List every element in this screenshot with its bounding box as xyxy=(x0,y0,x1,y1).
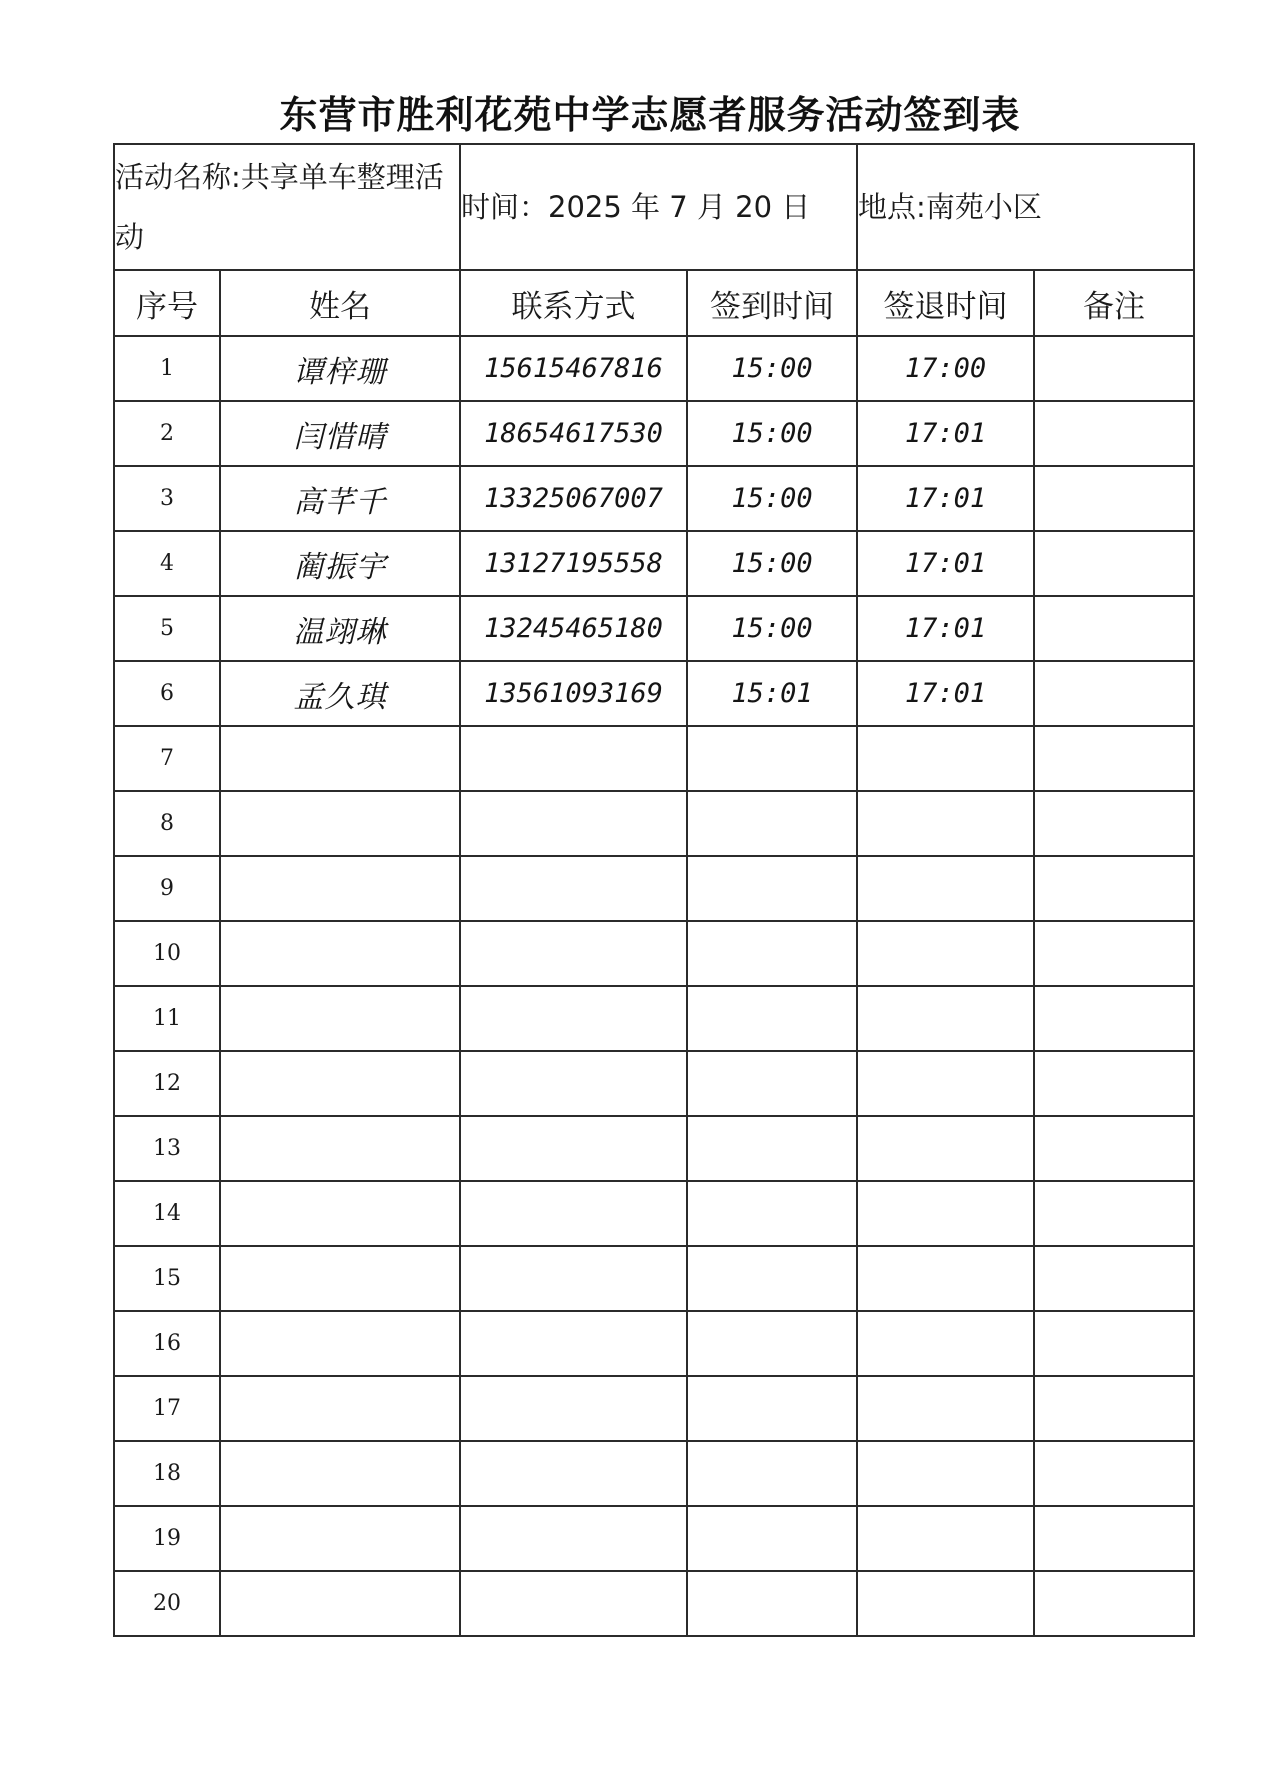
cell-checkout xyxy=(857,1246,1034,1311)
cell-remark xyxy=(1034,401,1194,466)
table-row xyxy=(114,1506,1194,1571)
cell-name: 温翊琳 xyxy=(220,596,460,661)
table-row xyxy=(114,1181,1194,1246)
cell-checkin xyxy=(687,1116,857,1181)
table-row xyxy=(114,986,1194,1051)
table-row xyxy=(114,1311,1194,1376)
cell-name xyxy=(220,856,460,921)
cell-checkin xyxy=(687,1441,857,1506)
cell-seq: 9 xyxy=(114,856,220,921)
cell-seq: 12 xyxy=(114,1051,220,1116)
cell-remark xyxy=(1034,921,1194,986)
cell-remark xyxy=(1034,1376,1194,1441)
cell-seq: 4 xyxy=(114,531,220,596)
cell-checkout xyxy=(857,1181,1034,1246)
cell-checkin xyxy=(687,986,857,1051)
cell-remark xyxy=(1034,1051,1194,1116)
cell-checkout xyxy=(857,921,1034,986)
cell-checkin xyxy=(687,726,857,791)
cell-name: 高芊千 xyxy=(220,466,460,531)
cell-checkout: 17:01 xyxy=(857,401,1034,466)
table-row xyxy=(114,596,1194,661)
table-row xyxy=(114,661,1194,726)
cell-checkin: 15:00 xyxy=(687,336,857,401)
header-seq: 序号 xyxy=(114,270,220,336)
cell-name xyxy=(220,1116,460,1181)
cell-name xyxy=(220,1246,460,1311)
cell-checkout xyxy=(857,1376,1034,1441)
table-row xyxy=(114,401,1194,466)
header-checkout: 签退时间 xyxy=(857,270,1034,336)
header-name: 姓名 xyxy=(220,270,460,336)
cell-seq: 18 xyxy=(114,1441,220,1506)
cell-checkin xyxy=(687,791,857,856)
cell-checkin: 15:00 xyxy=(687,466,857,531)
cell-name: 谭梓珊 xyxy=(220,336,460,401)
table-row xyxy=(114,856,1194,921)
cell-contact xyxy=(460,791,687,856)
cell-name xyxy=(220,1181,460,1246)
cell-seq: 14 xyxy=(114,1181,220,1246)
header-contact: 联系方式 xyxy=(460,270,687,336)
cell-name xyxy=(220,1506,460,1571)
cell-name xyxy=(220,1376,460,1441)
cell-checkin xyxy=(687,1571,857,1636)
cell-remark xyxy=(1034,336,1194,401)
table-row xyxy=(114,1246,1194,1311)
cell-contact xyxy=(460,986,687,1051)
cell-name: 孟久琪 xyxy=(220,661,460,726)
header-remark: 备注 xyxy=(1034,270,1194,336)
cell-seq: 13 xyxy=(114,1116,220,1181)
cell-checkin xyxy=(687,1051,857,1116)
cell-checkin: 15:00 xyxy=(687,401,857,466)
cell-contact xyxy=(460,1571,687,1636)
cell-seq: 16 xyxy=(114,1311,220,1376)
cell-seq: 6 xyxy=(114,661,220,726)
cell-remark xyxy=(1034,596,1194,661)
cell-remark xyxy=(1034,1311,1194,1376)
cell-name xyxy=(220,986,460,1051)
cell-contact xyxy=(460,1376,687,1441)
cell-seq: 15 xyxy=(114,1246,220,1311)
cell-seq: 11 xyxy=(114,986,220,1051)
cell-name xyxy=(220,1051,460,1116)
cell-checkin xyxy=(687,1311,857,1376)
cell-checkout xyxy=(857,1116,1034,1181)
cell-checkout xyxy=(857,791,1034,856)
activity-time-value: 2025 年 7 月 20 日 xyxy=(548,190,811,224)
table-row xyxy=(114,466,1194,531)
cell-name xyxy=(220,921,460,986)
cell-checkout xyxy=(857,1571,1034,1636)
cell-remark xyxy=(1034,1441,1194,1506)
header-checkin: 签到时间 xyxy=(687,270,857,336)
activity-time-label: 时间： xyxy=(461,190,549,224)
activity-place-cell xyxy=(857,144,1194,270)
table-row xyxy=(114,726,1194,791)
cell-remark xyxy=(1034,1571,1194,1636)
cell-remark xyxy=(1034,1116,1194,1181)
cell-seq: 20 xyxy=(114,1571,220,1636)
cell-seq: 19 xyxy=(114,1506,220,1571)
table-row xyxy=(114,1051,1194,1116)
cell-checkout: 17:01 xyxy=(857,531,1034,596)
activity-place-label: 地点: xyxy=(858,190,926,224)
page-title: 东营市胜利花苑中学志愿者服务活动签到表 xyxy=(279,93,1021,137)
cell-remark xyxy=(1034,466,1194,531)
cell-checkin: 15:00 xyxy=(687,596,857,661)
cell-remark xyxy=(1034,726,1194,791)
cell-seq: 7 xyxy=(114,726,220,791)
cell-checkin: 15:01 xyxy=(687,661,857,726)
table-row xyxy=(114,921,1194,986)
cell-name xyxy=(220,1311,460,1376)
cell-name xyxy=(220,791,460,856)
table-row xyxy=(114,1441,1194,1506)
cell-remark xyxy=(1034,791,1194,856)
header-row xyxy=(114,270,1194,336)
table-row xyxy=(114,1116,1194,1181)
cell-checkout xyxy=(857,1506,1034,1571)
cell-seq: 17 xyxy=(114,1376,220,1441)
cell-contact xyxy=(460,1181,687,1246)
cell-checkin xyxy=(687,1246,857,1311)
cell-contact xyxy=(460,1116,687,1181)
activity-name-label: 活动名称: xyxy=(115,160,241,194)
cell-checkin xyxy=(687,1376,857,1441)
cell-contact: 13127195558 xyxy=(460,531,687,596)
cell-name: 蔺振宇 xyxy=(220,531,460,596)
cell-remark xyxy=(1034,661,1194,726)
cell-contact: 13561093169 xyxy=(460,661,687,726)
cell-contact xyxy=(460,1246,687,1311)
cell-contact xyxy=(460,1311,687,1376)
cell-checkout: 17:01 xyxy=(857,466,1034,531)
cell-contact xyxy=(460,1051,687,1116)
info-row xyxy=(114,144,1194,270)
cell-seq: 3 xyxy=(114,466,220,531)
cell-remark xyxy=(1034,531,1194,596)
cell-checkin xyxy=(687,1181,857,1246)
table-row xyxy=(114,1571,1194,1636)
cell-checkin xyxy=(687,1506,857,1571)
cell-checkout xyxy=(857,986,1034,1051)
cell-checkout: 17:01 xyxy=(857,661,1034,726)
table-row xyxy=(114,531,1194,596)
table-row xyxy=(114,336,1194,401)
cell-name xyxy=(220,1441,460,1506)
cell-contact: 13325067007 xyxy=(460,466,687,531)
cell-remark xyxy=(1034,1246,1194,1311)
cell-checkin xyxy=(687,921,857,986)
cell-contact: 18654617530 xyxy=(460,401,687,466)
table-row xyxy=(114,1376,1194,1441)
cell-seq: 8 xyxy=(114,791,220,856)
sign-in-table xyxy=(113,143,1195,1637)
cell-checkout xyxy=(857,1051,1034,1116)
cell-contact xyxy=(460,856,687,921)
activity-place-value: 南苑小区 xyxy=(925,190,1042,224)
cell-remark xyxy=(1034,1181,1194,1246)
activity-name-value: 共享单车整理活动 xyxy=(115,160,444,254)
cell-checkin: 15:00 xyxy=(687,531,857,596)
table-row xyxy=(114,791,1194,856)
cell-checkout xyxy=(857,1311,1034,1376)
cell-contact xyxy=(460,1441,687,1506)
cell-checkout xyxy=(857,1441,1034,1506)
cell-checkout: 17:01 xyxy=(857,596,1034,661)
cell-seq: 1 xyxy=(114,336,220,401)
cell-seq: 10 xyxy=(114,921,220,986)
cell-name xyxy=(220,726,460,791)
cell-checkout xyxy=(857,856,1034,921)
cell-checkout: 17:00 xyxy=(857,336,1034,401)
cell-remark xyxy=(1034,1506,1194,1571)
cell-seq: 5 xyxy=(114,596,220,661)
cell-contact xyxy=(460,1506,687,1571)
cell-contact: 15615467816 xyxy=(460,336,687,401)
cell-name: 闫惜晴 xyxy=(220,401,460,466)
activity-name-cell xyxy=(114,144,460,270)
cell-name xyxy=(220,1571,460,1636)
cell-contact xyxy=(460,921,687,986)
cell-contact xyxy=(460,726,687,791)
cell-checkout xyxy=(857,726,1034,791)
cell-seq: 2 xyxy=(114,401,220,466)
activity-time-cell xyxy=(460,144,857,270)
cell-remark xyxy=(1034,856,1194,921)
cell-checkin xyxy=(687,856,857,921)
cell-remark xyxy=(1034,986,1194,1051)
cell-contact: 13245465180 xyxy=(460,596,687,661)
